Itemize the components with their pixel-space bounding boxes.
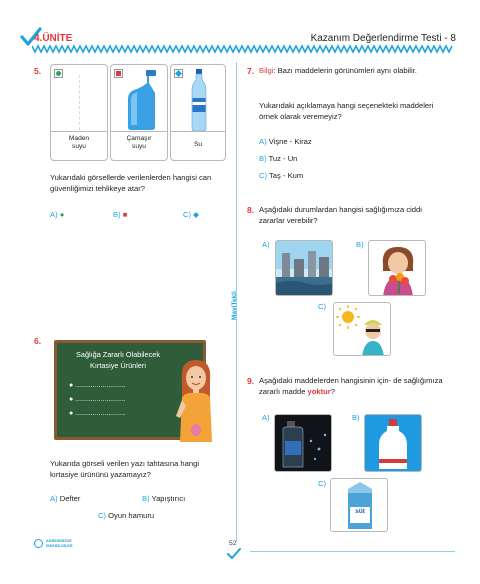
q7-option-c[interactable]: C) Taş - Kum bbox=[259, 171, 304, 180]
q6-option-a[interactable]: A) Defter bbox=[50, 494, 81, 503]
q5-option-c[interactable]: C) ◆ bbox=[183, 210, 199, 219]
q9-image-milk[interactable] bbox=[330, 478, 388, 532]
green-circle-marker bbox=[54, 69, 63, 78]
water-bottle-icon bbox=[191, 68, 207, 132]
q5-card-mineral-water bbox=[50, 64, 108, 161]
publisher-logo: ADRESİNİZDE İSMİ BİLGİLER bbox=[34, 539, 73, 548]
blackboard-line-3: ● .......................... bbox=[69, 410, 126, 417]
q9-image-bottle[interactable] bbox=[364, 414, 422, 472]
q7-option-a[interactable]: A) Vişne - Kiraz bbox=[259, 137, 312, 146]
q9-number: 9. bbox=[247, 376, 255, 386]
q8-image-sun[interactable] bbox=[333, 302, 391, 356]
q5-option-a[interactable]: A) ● bbox=[50, 210, 65, 219]
header-zigzag-border bbox=[32, 44, 454, 54]
q8-option-c[interactable]: C) bbox=[318, 302, 327, 311]
q7-option-b[interactable]: B) Tuz - Un bbox=[259, 154, 298, 163]
q5-label-1: Maden suyu bbox=[68, 135, 90, 150]
footer-checkmark-icon bbox=[227, 548, 241, 560]
blackboard-line-2: ● .......................... bbox=[69, 396, 126, 403]
q5-number: 5. bbox=[34, 66, 42, 76]
header bbox=[0, 0, 480, 60]
q9-option-a[interactable]: A) bbox=[262, 413, 270, 422]
blue-diamond-marker bbox=[174, 69, 183, 78]
publisher-logo-icon bbox=[34, 539, 43, 548]
side-text: MaviTekli bbox=[231, 291, 238, 320]
q8-option-a[interactable]: A) bbox=[262, 240, 270, 249]
q5-label-2: Çamaşır suyu bbox=[126, 135, 152, 150]
cleaner-bottle-icon bbox=[365, 415, 422, 472]
q7-info: Bilgi: Bazı maddelerin görünümleri aynı olabilir. bbox=[259, 66, 417, 75]
footer-line bbox=[250, 551, 455, 552]
q8-image-factory[interactable] bbox=[275, 240, 333, 296]
detergent-bottle-icon bbox=[275, 415, 332, 472]
q7-number: 7. bbox=[247, 66, 255, 76]
test-title: Kazanım Değerlendirme Testi - 8 bbox=[310, 33, 456, 44]
q8-text: Aşağıdaki durumlardan hangisi sağlığımıza ciddi zararlar verebilir? bbox=[259, 205, 422, 225]
milk-carton-icon bbox=[331, 479, 388, 532]
q8-option-b[interactable]: B) bbox=[356, 240, 364, 249]
q6-option-b[interactable]: B) Yapıştırıcı bbox=[142, 494, 186, 503]
bleach-bottle-icon bbox=[125, 69, 159, 131]
red-square-marker bbox=[114, 69, 123, 78]
teacher-illustration bbox=[176, 358, 216, 444]
blackboard-title: Sağlığa Zararlı Olabilecek Kırtasiye Ürünleri bbox=[76, 350, 160, 370]
q8-image-flower-allergy[interactable] bbox=[368, 240, 426, 296]
q6-number: 6. bbox=[34, 336, 42, 346]
q9-option-b[interactable]: B) bbox=[352, 413, 360, 422]
q9-option-c[interactable]: C) bbox=[318, 479, 327, 488]
q5-card-bleach bbox=[110, 64, 168, 161]
q8-number: 8. bbox=[247, 205, 255, 215]
q6-option-c[interactable]: C) Oyun hamuru bbox=[98, 511, 155, 520]
page-number: 52 bbox=[229, 540, 237, 547]
q5-card-water bbox=[170, 64, 226, 161]
q5-text: Yukarıdaki görsellerde verilenlerden hangisi can güvenliğimizi tehlikeye atar? bbox=[50, 173, 212, 193]
q5-option-b[interactable]: B) ■ bbox=[113, 210, 128, 219]
q5-label-3: Su bbox=[193, 141, 203, 148]
unit-label: 4.ÜNİTE bbox=[34, 33, 73, 44]
girl-with-flowers-icon bbox=[369, 241, 426, 296]
q7-text: Yukarıdaki açıklamaya hangi seçenekteki maddeleri örnek olarak veremeyiz? bbox=[259, 101, 434, 121]
q7-info-label: Bilgi bbox=[259, 66, 274, 75]
q6-text: Yukarıda görseli verilen yazı tahtasına hangi kırtasiye ürününü yazamayız? bbox=[50, 459, 200, 479]
q9-image-detergent[interactable] bbox=[274, 414, 332, 472]
q9-emphasis: yoktur bbox=[307, 387, 331, 396]
blackboard-line-1: ● .......................... bbox=[69, 382, 126, 389]
milk-label: süt bbox=[355, 508, 365, 515]
factory-icon bbox=[276, 241, 333, 296]
q9-text: Aşağıdaki maddelerden hangisinin için- de sağlığımıza zararlı madde yoktur? bbox=[259, 376, 443, 396]
sun-exposure-icon bbox=[334, 303, 391, 356]
